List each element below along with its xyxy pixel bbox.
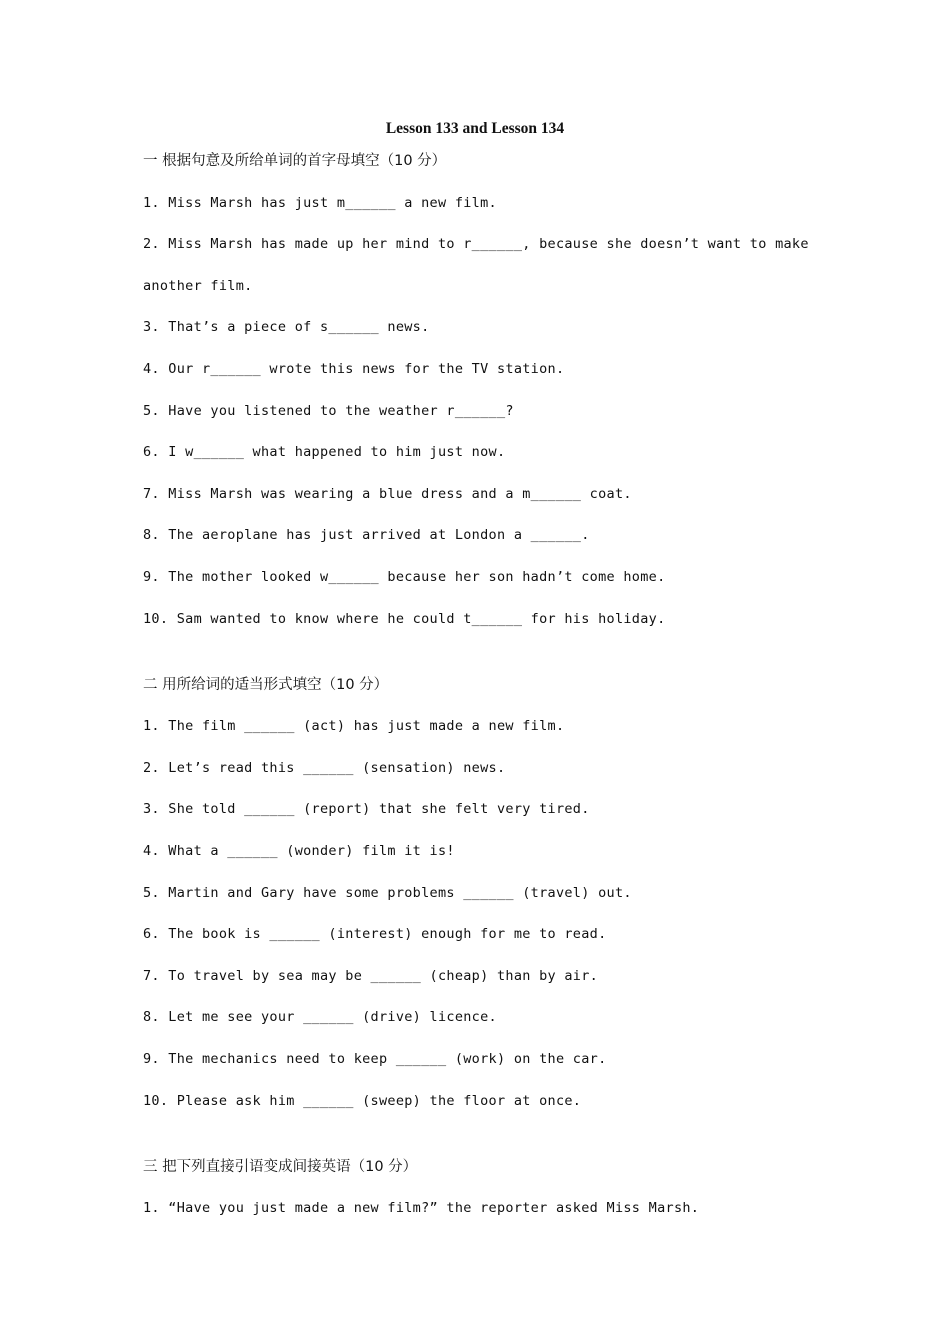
document-title: Lesson 133 and Lesson 134 [385,120,565,137]
question-line: 9. The mother looked w______ because her son hadn’t come home. [143,568,666,585]
question-line: 6. I w______ what happened to him just now. [143,444,506,461]
section-heading: 二 用所给词的适当形式填空（10 分） [143,676,389,693]
question-line: 2. Miss Marsh has made up her mind to r______, because she doesn’t want to make [143,236,809,253]
section-spacer [143,647,823,672]
document-body [143,148,823,1237]
question-line: 3. She told ______ (report) that she felt very tired. [143,801,590,818]
question-line: 10. Sam wanted to know where he could t______ for his holiday. [143,610,666,627]
question-line: 9. The mechanics need to keep ______ (work) on the car. [143,1050,607,1067]
section-spacer [143,1129,823,1154]
section-heading: 一 根据句意及所给单词的首字母填空（10 分） [143,153,447,169]
question-line: 7. Miss Marsh was wearing a blue dress and a m______ coat. [143,485,632,502]
question-line: 8. Let me see your ______ (drive) licence. [143,1009,497,1026]
question-line: 5. Have you listened to the weather r______? [143,402,514,419]
question-line: 3. That’s a piece of s______ news. [143,319,430,336]
question-line: 1. The film ______ (act) has just made a new film. [143,718,565,735]
section-first-letter-fill [143,148,823,647]
question-line: 1. “Have you just made a new film?” the reporter asked Miss Marsh. [143,1200,700,1217]
section-word-form-fill [143,672,823,1130]
question-line: 4. What a ______ (wonder) film it is! [143,843,455,859]
question-line: 6. The book is ______ (interest) enough for me to read. [143,926,607,943]
question-line: 8. The aeroplane has just arrived at London a ______. [143,527,590,544]
section-heading: 三 把下列直接引语变成间接英语（10 分） [143,1158,418,1175]
question-line: 4. Our r______ wrote this news for the TV station. [143,360,565,377]
question-line: 5. Martin and Gary have some problems ______ (travel) out. [143,884,632,901]
question-line: 2. Let’s read this ______ (sensation) news. [143,759,506,776]
question-line: 7. To travel by sea may be ______ (cheap) than by air. [143,967,599,984]
question-line: 10. Please ask him ______ (sweep) the floor at once. [143,1092,582,1109]
section-reported-speech [143,1154,823,1237]
question-line: another film. [143,277,253,294]
question-line: 1. Miss Marsh has just m______ a new film. [143,194,497,211]
